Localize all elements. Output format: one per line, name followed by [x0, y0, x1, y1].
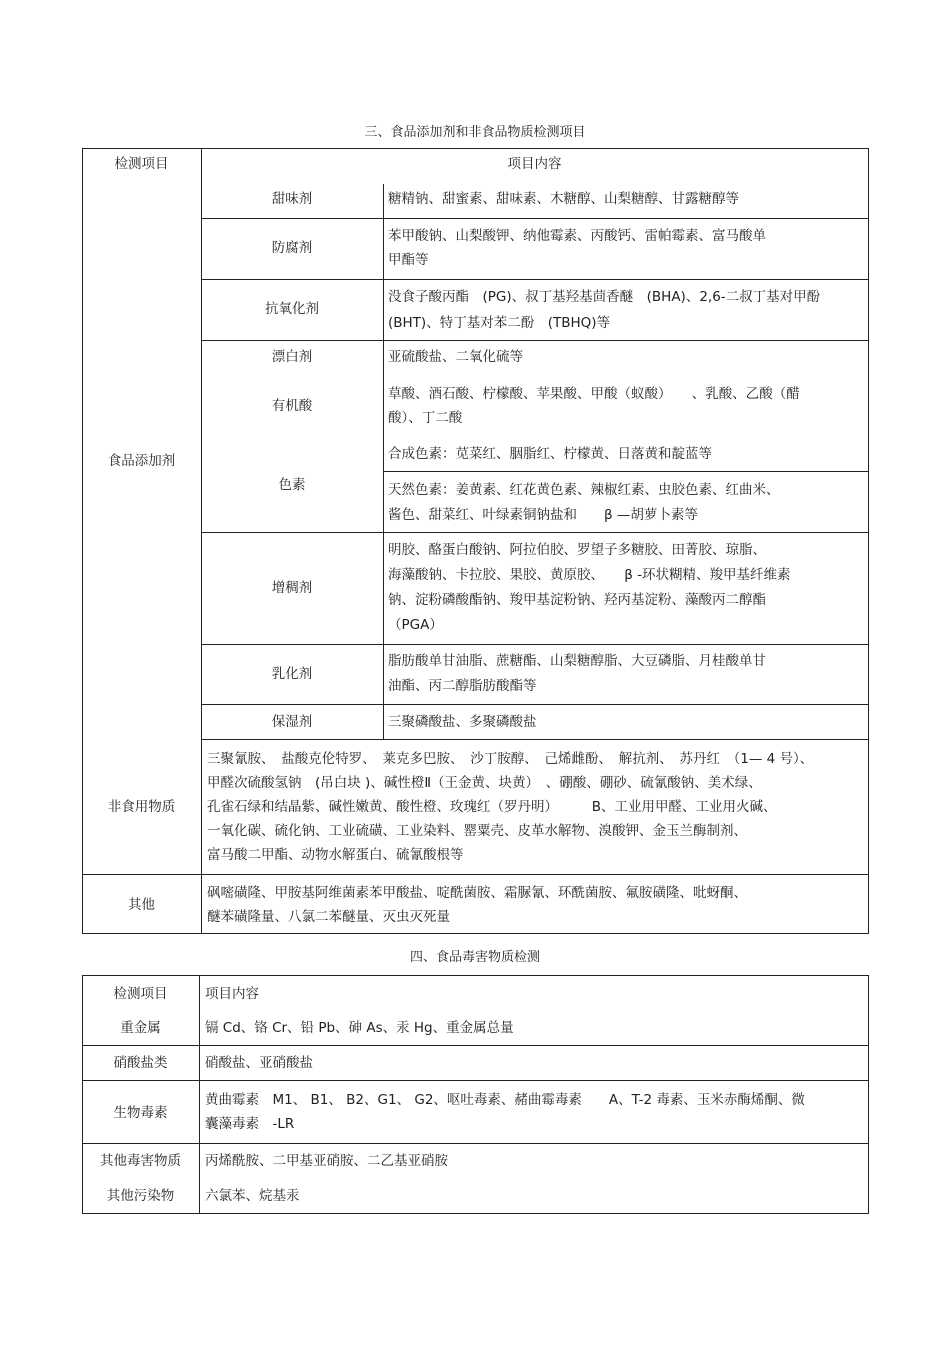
other-label: 其他 — [128, 897, 155, 913]
additive-name: 抗氧化剂 — [265, 301, 319, 317]
additive-content: 草酸、酒石酸、柠檬酸、苹果酸、甲酸（蚁酸） 、乳酸、乙酸（醋 — [388, 386, 800, 402]
additive-content: 油酯、丙二醇脂肪酸酯等 — [388, 678, 537, 694]
toxic-item: 其他毒害物质 — [100, 1153, 181, 1169]
toxic-content: 镉 Cd、铬 Cr、铅 Pb、砷 As、汞 Hg、重金属总量 — [205, 1020, 514, 1036]
other-content: 砜嘧磺隆、甲胺基阿维菌素苯甲酸盐、啶酰菌胺、霜脲氰、环酰菌胺、氟胺磺隆、吡蚜酮、 — [207, 885, 747, 901]
additive-name: 防腐剂 — [271, 240, 313, 256]
additive-content: 没食子酸丙酯 (PG)、叔丁基羟基茴香醚 (BHA)、2,6-二叔丁基对甲酚 — [388, 289, 821, 305]
toxic-content: 囊藻毒素 -LR — [205, 1116, 295, 1132]
additive-content: (BHT)、特丁基对苯二酚 (TBHQ)等 — [388, 315, 611, 331]
food-additives-label: 食品添加剂 — [107, 453, 176, 469]
other-content: 醚苯磺隆量、八氯二苯醚量、灭虫灭死量 — [207, 909, 450, 925]
additive-content: 钠、淀粉磷酸酯钠、羧甲基淀粉钠、羟丙基淀粉、藻酸丙二醇酯 — [388, 592, 766, 608]
additive-content: 合成色素：苋菜红、胭脂红、柠檬黄、日落黄和靛蓝等 — [388, 446, 712, 462]
toxic-item: 其他污染物 — [106, 1188, 175, 1204]
additive-name: 色素 — [278, 477, 306, 493]
toxic-item: 重金属 — [120, 1020, 161, 1036]
additive-content: 海藻酸钠、卡拉胶、果胶、黄原胶、 β -环状糊精、羧甲基纤维素 — [388, 567, 791, 583]
additive-content: 三聚磷酸盐、多聚磷酸盐 — [388, 714, 537, 730]
additive-content: 天然色素：姜黄素、红花黄色素、辣椒红素、虫胶色素、红曲米、 — [388, 482, 780, 498]
additive-name: 漂白剂 — [271, 349, 313, 365]
toxic-content: 项目内容 — [205, 986, 259, 1002]
additive-content: 酱色、甜菜红、叶绿素铜钠盐和 β —胡萝卜素等 — [388, 507, 698, 523]
nonfood-content: 三聚氰胺、 盐酸克伦特罗、 莱克多巴胺、 沙丁胺醇、 己烯雌酚、 解抗剂、 苏丹红 （1— 4 号）、 — [207, 751, 814, 767]
additive-name: 增稠剂 — [271, 580, 313, 596]
toxic-item: 检测项目 — [113, 986, 168, 1002]
toxic-content: 黄曲霉素 M1、 B1、 B2、G1、 G2、呕吐毒素、赭曲霉毒素 A、T-2 毒素、玉米赤酶烯酮、微 — [205, 1092, 805, 1108]
toxic-content: 丙烯酰胺、二甲基亚硝胺、二乙基亚硝胺 — [205, 1153, 448, 1169]
additive-name: 保湿剂 — [271, 714, 313, 730]
additive-name: 甜味剂 — [271, 191, 313, 207]
header-content: 项目内容 — [507, 156, 562, 172]
nonfood-content: 富马酸二甲酯、动物水解蛋白、硫氰酸根等 — [207, 847, 464, 863]
nonfood-content: 一氧化碳、硫化钠、工业硫磺、工业染料、罂粟壳、皮革水解物、溴酸钾、金玉兰酶制剂、 — [207, 823, 747, 839]
additive-content: 甲酯等 — [388, 252, 429, 268]
additive-content: 明胶、酪蛋白酸钠、阿拉伯胶、罗望子多糖胶、田菁胶、琼脂、 — [388, 542, 766, 558]
additive-content: 糖精钠、甜蜜素、甜味素、木糖醇、山梨糖醇、甘露糖醇等 — [388, 191, 739, 207]
section3-title: 三、食品添加剂和非食品物质检测项目 — [364, 125, 586, 140]
toxic-content: 六氯苯、烷基汞 — [205, 1188, 300, 1204]
toxic-content: 硝酸盐、亚硝酸盐 — [205, 1055, 313, 1071]
additive-name: 有机酸 — [271, 398, 313, 414]
additive-content: 酸）、丁二酸 — [388, 410, 463, 426]
additive-name: 乳化剂 — [271, 666, 313, 682]
additive-content: （PGA） — [388, 617, 443, 633]
additive-content: 亚硫酸盐、二氧化硫等 — [388, 349, 523, 365]
nonfood-label: 非食用物质 — [107, 799, 176, 815]
additive-content: 脂肪酸单甘油脂、蔗糖酯、山梨糖醇脂、大豆磷脂、月桂酸单甘 — [388, 653, 766, 669]
nonfood-content: 孔雀石绿和结晶紫、碱性嫩黄、酸性橙、玫瑰红（罗丹明） B、工业用甲醛、工业用火碱、 — [207, 799, 777, 815]
toxic-item: 硝酸盐类 — [113, 1055, 168, 1071]
header-item: 检测项目 — [114, 156, 169, 172]
section4-title: 四、食品毒害物质检测 — [409, 950, 540, 965]
additive-content: 苯甲酸钠、山梨酸钾、纳他霉素、丙酸钙、雷帕霉素、富马酸单 — [388, 228, 766, 244]
nonfood-content: 甲醛次硫酸氢钠 (吊白块 )、碱性橙Ⅱ（王金黄、块黄） 、硼酸、硼砂、硫氰酸钠、美术绿、 — [207, 775, 762, 791]
toxic-item: 生物毒素 — [113, 1105, 168, 1121]
